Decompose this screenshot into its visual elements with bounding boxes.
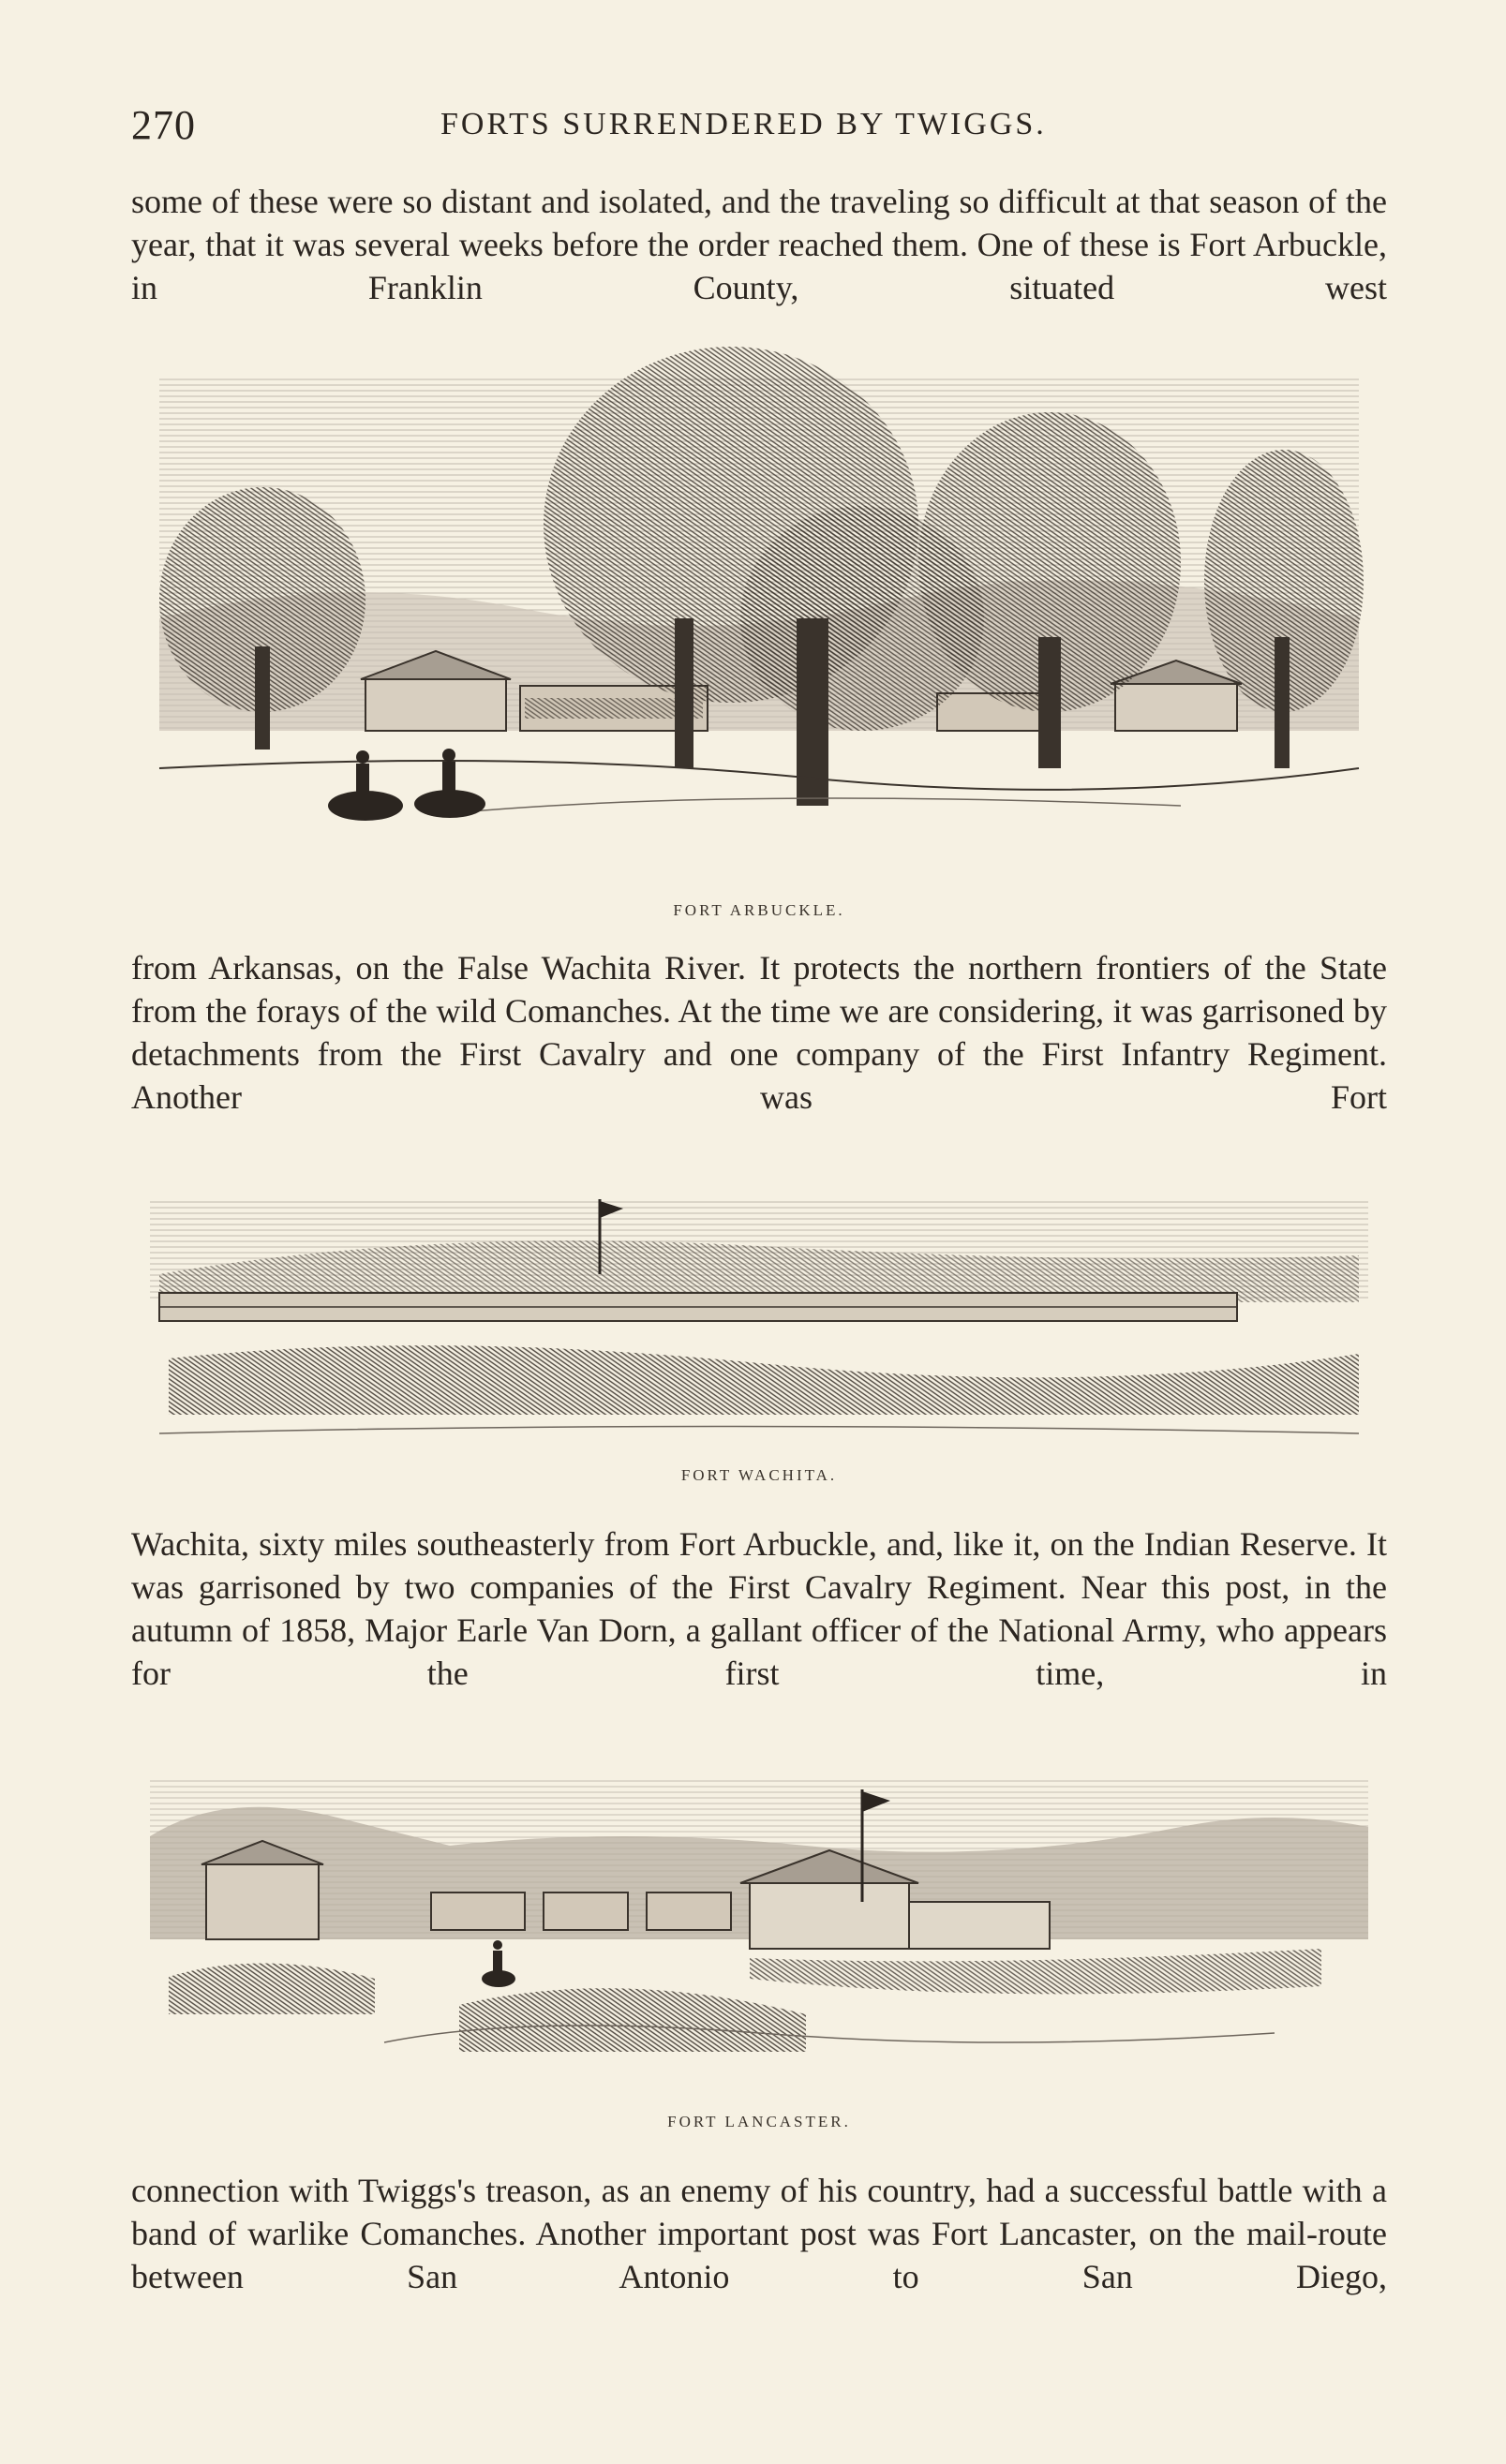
paragraph-3: Wachita, sixty miles southeasterly from Fort Arbuckle, and, like it, on the Indian Reserve. It was garrisoned by two companies of the First Cavalry Regiment. Near this post, in the autumn of 1858, Major Earle Van Dorn, a gallant officer of the National Army, who appears for the first time, in	[131, 1525, 1387, 1692]
illustration-fort-arbuckle	[150, 337, 1368, 919]
page-header	[131, 101, 1387, 157]
caption-fort-arbuckle: FORT ARBUCKLE.	[673, 901, 845, 919]
fort-arbuckle-engraving	[150, 337, 1368, 862]
illustration-fort-lancaster	[150, 1733, 1368, 2130]
fort-lancaster-engraving	[150, 1733, 1368, 2089]
caption-fort-lancaster: FORT LANCASTER.	[667, 2113, 851, 2130]
fort-wachita-engraving	[150, 1171, 1368, 1452]
running-head: FORTS SURRENDERED BY TWIGGS.	[440, 107, 1047, 141]
paragraph-1: some of these were so distant and isolated, and the traveling so difficult at that season of the year, that it was several weeks before the order reached them. One of these is Fort Arbuckle, in Franklin County, situated west	[131, 183, 1387, 306]
paragraph-4: connection with Twiggs's treason, as an enemy of his country, had a successful battle with a band of warlike Comanches. Another important post was Fort Lancaster, on the mail-route between San Antonio to San Diego,	[131, 2172, 1387, 2295]
paragraph-2: from Arkansas, on the False Wachita River. It protects the northern frontiers of the State from the forays of the wild Comanches. At the time we are considering, it was garrisoned by detachments from the First Cavalry and one company of the First Infantry Regiment. Another was Fort	[131, 949, 1387, 1116]
page-number: 270	[131, 102, 196, 148]
caption-fort-wachita: FORT WACHITA.	[680, 1466, 838, 1484]
illustration-fort-wachita	[150, 1171, 1368, 1484]
